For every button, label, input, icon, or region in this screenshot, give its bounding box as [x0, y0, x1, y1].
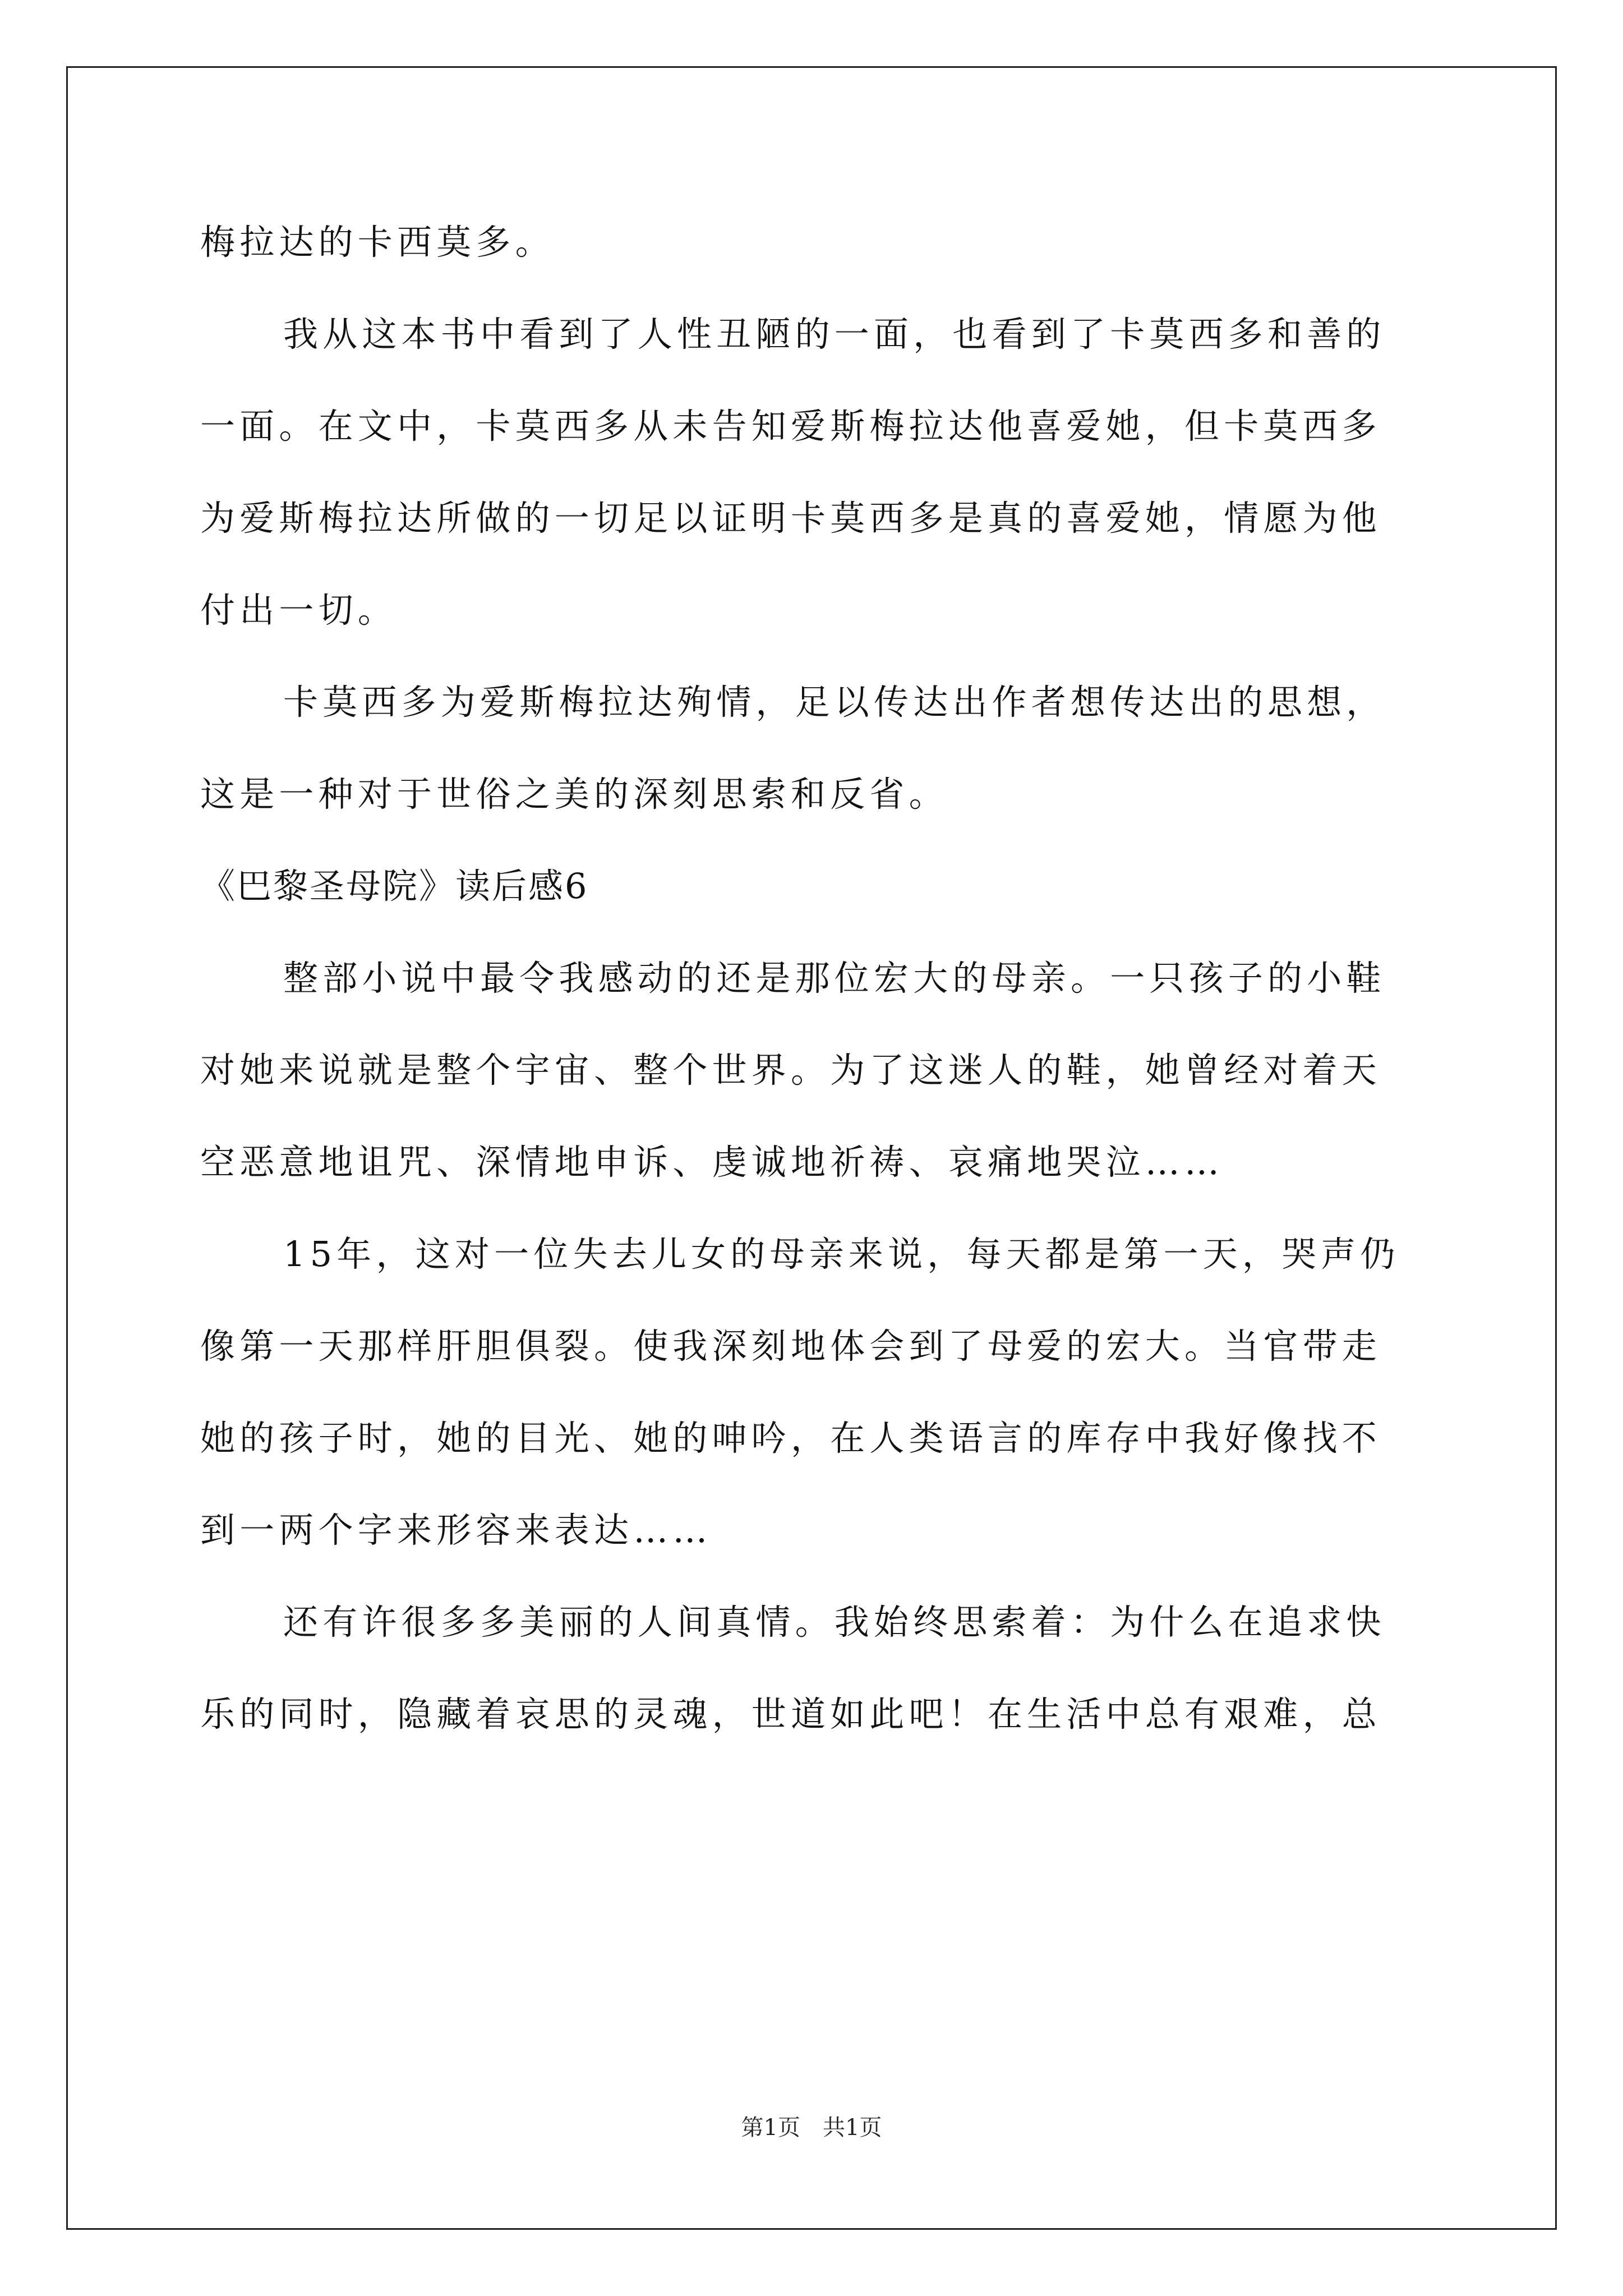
text-line: 梅拉达的卡西莫多。	[200, 222, 555, 263]
text-line: 空恶意地诅咒、深情地申诉、虔诚地祈祷、哀痛地哭泣……	[200, 1142, 1224, 1182]
text-line: 这是一种对于世俗之美的深刻思索和反省。	[200, 774, 948, 815]
text-line: 为爱斯梅拉达所做的一切足以证明卡莫西多是真的喜爱她，情愿为他	[200, 498, 1382, 539]
text-line: 15年，这对一位失去儿女的母亲来说，每天都是第一天，哭声仍	[283, 1234, 1400, 1274]
text-line: 整部小说中最令我感动的还是那位宏大的母亲。一只孩子的小鞋	[283, 958, 1386, 999]
document-body	[200, 208, 1430, 1772]
page-total: 共1页	[823, 2115, 882, 2141]
text-line: 我从这本书中看到了人性丑陋的一面，也看到了卡莫西多和善的	[283, 314, 1386, 355]
text-line: 还有许很多多美丽的人间真情。我始终思索着：为什么在追求快	[283, 1602, 1386, 1642]
text-line: 一面。在文中，卡莫西多从未告知爱斯梅拉达他喜爱她，但卡莫西多	[200, 406, 1382, 447]
page-footer	[0, 2112, 1623, 2143]
text-line: 卡莫西多为爱斯梅拉达殉情，足以传达出作者想传达出的思想，	[283, 682, 1386, 723]
text-line: 她的孩子时，她的目光、她的呻吟，在人类语言的库存中我好像找不	[200, 1418, 1382, 1458]
text-line: 付出一切。	[200, 590, 398, 631]
page-number: 第1页	[741, 2115, 800, 2141]
text-line: 对她来说就是整个宇宙、整个世界。为了这迷人的鞋，她曾经对着天	[200, 1050, 1382, 1091]
text-line: 乐的同时，隐藏着哀思的灵魂，世道如此吧！在生活中总有艰难，总	[200, 1694, 1382, 1734]
text-line: 像第一天那样肝胆俱裂。使我深刻地体会到了母爱的宏大。当官带走	[200, 1326, 1382, 1366]
text-line: 到一两个字来形容来表达……	[200, 1510, 712, 1550]
section-heading: 《巴黎圣母院》读后感6	[200, 866, 589, 907]
